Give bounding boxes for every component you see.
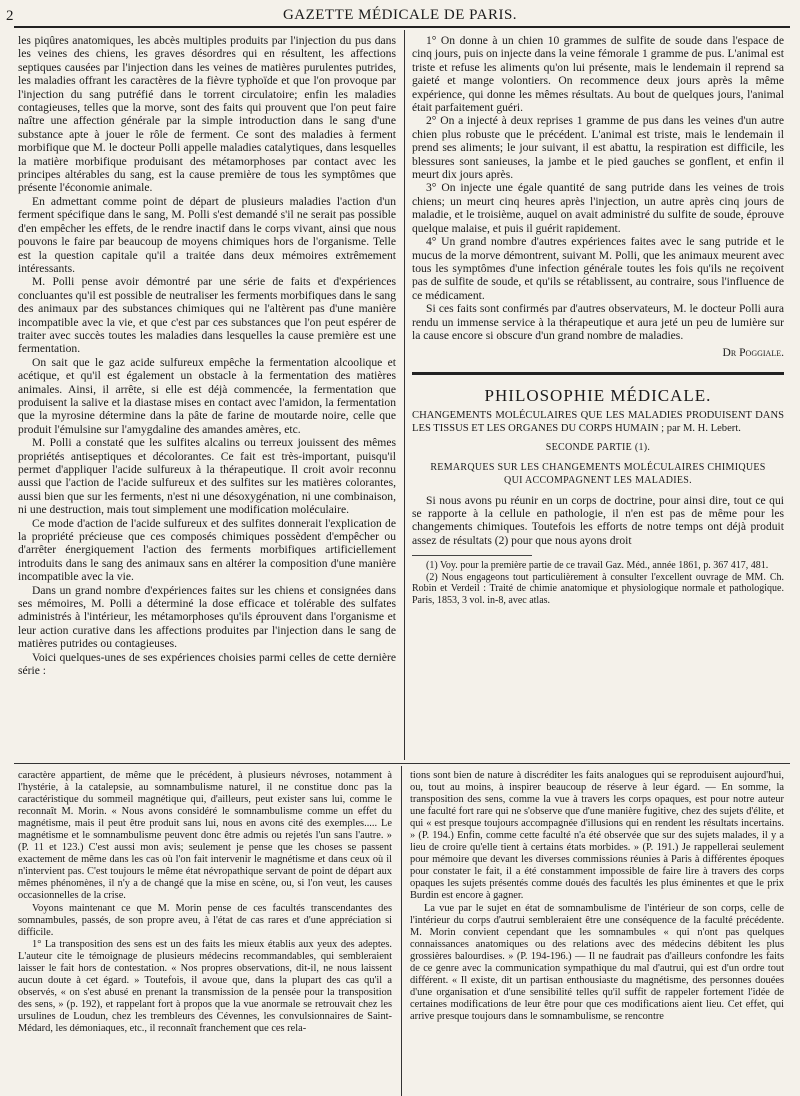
footnote-1: (1) Voy. pour la première partie de ce travail Gaz. Méd., année 1861, p. 367 417, 481. <box>426 560 769 572</box>
left-paragraph-2: En admettant comme point de départ de plusieurs maladies l'action d'un ferment spécifique dans le sang, M. Polli s'est demandé s'il ne serait pas possible d'en empêcher les effets, de le rendre inactif dans le corps vivant, ainsi que nous pouvons le faire par beaucoup de moyens chimiques hors de l'organisme. Telle est la question capitale qu'il a traitée dans deux mémoires extrêmement intéressants. <box>18 194 396 275</box>
column-divider <box>404 30 405 760</box>
experiment-2: 2° On a injecté à deux reprises 1 gramme de pus dans les veines d'un autre chien plus robuste que le précédent. L'animal est triste, mais le lendemain il prend ses aliments; le jour suivant, il est abattu, la respiration est difficile, les blessures sont sanieuses, la jambe et le pied gauches se gonflent, et enfin il meurt dix jours après. <box>412 114 784 182</box>
lower-right-column <box>410 770 784 1094</box>
experiment-4: 4° Un grand nombre d'autres expériences faites avec le sang putride et le mucus de la morve démontrent, suivant M. Polli, que les animaux meurent avec tous les symptômes d'une infection générale toutes les fois qu'ils ne reçoivent pas de sulfite de soude, et qu'ils se rétablissent, au contraire, sous l'influence de ce médicament. <box>412 235 784 302</box>
left-column <box>18 34 396 758</box>
left-paragraph-3: M. Polli pense avoir démontré par une série de faits et d'expériences concluantes qu'il est possible de neutraliser les ferments morbifiques dans le sang des animaux par des substances chimiques qui ne l'altèrent pas d'une manière incompatible avec la vie, et que c'est par ces substances que l'on peut espérer de traiter avec succès toutes les maladies dans lesquelles la cause première est une fermentation. <box>18 275 396 356</box>
conclusion-paragraph: Si ces faits sont confirmés par d'autres observateurs, M. le docteur Polli aura rendu un immense service à la thérapeutique et aura jeté un peu de lumière sur la cause encore si obscure d'un grand nombre de maladies. <box>412 302 784 342</box>
section-title: PHILOSOPHIE MÉDICALE. <box>484 385 712 405</box>
section-rule <box>412 372 784 375</box>
lower-left-paragraph-2: Voyons maintenant ce que M. Morin pense de ces facultés transcendantes des somnambules, passés, de son propre aveu, à l'état de cas rares et d'une appréciation si difficile. <box>18 902 392 938</box>
left-paragraph-6: Ce mode d'action de l'acide sulfureux et des sulfites donnerait l'explication de la propriété précieuse que ces composés chimiques possèdent d'empêcher ou d'arrêter énergiquement l'action des ferments morbifiques artificiellement introduits dans le sang des animaux sans en altérer la composition d'une manière incompatible avec la vie. <box>18 516 396 584</box>
lower-left-paragraph-1: caractère appartient, de même que le précédent, à plusieurs névroses, notamment à l'hystérie, à la catalepsie, au somnambulisme naturel, il ne constitue donc pas la caractéristique du sommeil magnétique qui, d'ailleurs, peut exister sans lui, comme le reconnaît M. Morin. « Nous avons considéré le somnambulisme comme un effet du magnétisme, mais il peut être produit sans lui, nous en avons cité des exemples..... Le magnétisme et le somnambulisme peuvent donc être admis ou rejetés l'un sans l'autre. » (P. 11 et 123.) C'est aussi mon avis; seulement je pense que les choses se passent exactement de même dans les cas où l'on fait intervenir le magnétisme et dans ceux où il n'intervient pas. C'est toujours le même état névropathique servant de point de départ aux mêmes phénomènes, il n'y a de changé que la mise en scène, ou, si l'on veut, les causes occasionnelles de la crise. <box>18 770 392 902</box>
right-column <box>412 34 784 758</box>
left-paragraph-1: les piqûres anatomiques, les abcès multiples produits par l'injection du pus dans les veines des chiens, les graves désordres qui en résultent, les affections septiques causées par l'injection dans les veines de matières purulentes putrides, les maladies offrant les caractères de la fièvre typhoïde et que l'on provoque par l'injection du sang putréfié dans le torrent circulatoire; enfin les maladies contagieuses, telles que la morve, sont des faits qui prouvent que l'on peut faire naître une affection générale par la simple introduction dans le sang d'une substance apte à jouer le rôle de ferment. Ce sont des maladies à ferment morbifique que M. le docteur Polli appelle maladies catalytiques, dans lesquelles la matière morbifique produisant des métamorphoses par contact avec les principes altérables du sang, est la cause première de tous les symptômes que présente l'économie animale. <box>18 34 396 195</box>
page-number: 2 <box>6 8 14 24</box>
author-signature: Dr Poggiale. <box>722 346 784 360</box>
article-title: CHANGEMENTS MOLÉCULAIRES QUE LES MALADIES PRODUISENT DANS LES TISSUS ET LES ORGANES DU CORPS HUMAIN ; par M. H. Lebert. <box>412 410 784 434</box>
lower-left-column <box>18 770 392 1094</box>
experiment-3: 3° On injecte une égale quantité de sang putride dans les veines de trois chiens; un meurt cinq heures après l'injection, un autre après cinq jours de maladie, et le troisième, auquel on avait administré du sulfite de soude, éprouve quelque malaise, et puis il guérit rapidement. <box>412 181 784 235</box>
left-paragraph-4: On sait que le gaz acide sulfureux empêche la fermentation alcoolique et acétique, et qu'il est également un obstacle à la fermentation des matières animales. Ainsi, il arrête, si elle est déjà commencée, la fermentation que produisent la salive et la diastase mises en contact avec l'amidon, la fermentation que la myrosine détermine dans la pâte de farine de moutarde noire, celle que produit l'émulsine sur l'amygdaline des amandes amères, etc. <box>18 355 396 436</box>
left-paragraph-7: Dans un grand nombre d'expériences faites sur les chiens et consignées dans ses mémoires, M. Polli a déterminé la dose efficace et tolérable des sulfates administrés à l'intérieur, les métamorphoses qu'ils éprouvent dans l'organisme et leur action curative dans les affections produites par l'injection dans le sang de matières putrides ou contagieuses. <box>18 583 396 651</box>
header-rule <box>14 26 790 28</box>
footnote-2: (2) Nous engageons tout particulièrement à consulter l'excellent ouvrage de MM. Ch. Robin et Verdeil : Traité de chimie anatomique et physiologique normale et pathologique. Paris, 1853, 3 vol. in-8, avec atlas. <box>412 571 784 606</box>
journal-title: GAZETTE MÉDICALE DE PARIS. <box>282 7 518 23</box>
lower-right-paragraph-2: La vue par le sujet en état de somnambulisme de l'intérieur de son corps, celle de l'intérieur du corps d'autrui sembleraient être une conséquence de la faculté précédente. M. Morin convient cependant que les somnambules « qui n'ont pas quelques connaissances anatomiques ou des relations avec des médecins débitent les plus grossières balourdises. » (P. 194-196.) — Il ne faudrait pas d'ailleurs confondre les faits de ce genre avec la communication sympathique du mal d'autrui, qui est d'un ordre tout différent. « Il existe, dit un partisan enthousiaste du magnétisme, des personnes douées d'une organisation et d'une sensibilité telles qu'il suffit de rappeler fortement l'idée de certaines modifications de leur être pour que ces modifications aient lieu. Cet effet, qui arrive presque toujours dans le somnambulisme, se rencontre <box>410 902 784 1022</box>
left-paragraph-8: Voici quelques-unes de ses expériences choisies parmi celles de cette dernière série : <box>18 650 396 678</box>
experiment-1: 1° On donne à un chien 10 grammes de sulfite de soude dans l'espace de cinq jours, puis on injecte dans la veine fémorale 1 gramme de pus. L'animal est triste et refuse les aliments qu'on lui présente, mais le lendemain il reprend sa gaieté et mange volontiers. On recommence deux jours après la même expérience, qui donne les mêmes résultats. Au bout de quelques jours, l'animal était parfaitement guéri. <box>412 34 784 115</box>
lower-left-paragraph-3: 1° La transposition des sens est un des faits les mieux établis aux yeux des adeptes. L'auteur cite le témoignage de plusieurs médecins recommandables, qui sembleraient laisser le fait hors de contestation. « Nos propres observations, dit-il, ne nous laissent aucun doute à cet égard. » Toutefois, il avoue que, dans la plupart des cas qu'il a observés, « on s'est abusé en prenant la transmission de la pensée pour la transposition des sens, » (p. 192), et rappelant fort à propos que la vue anormale se retrouvait chez les ursulines de Loudun, chez les trembleurs des Cévennes, les convulsionnaires de Saint-Médard, les démoniaques, etc., il reconnaît franchement que ces rela- <box>18 938 392 1034</box>
intro-paragraph: Si nous avons pu réunir en un corps de doctrine, pour ainsi dire, tout ce qui se rapporte à la cellule en pathologie, il n'en est pas de même pour les changements chimiques. Toutefois les efforts de notre temps ont déjà produit assez de résultats (2) pour que nous ayons droit <box>412 493 784 547</box>
feuilleton-rule <box>14 763 790 764</box>
page-header <box>0 4 800 26</box>
footnote-rule <box>412 555 532 556</box>
lower-right-paragraph-1: tions sont bien de nature à discréditer les faits analogues qui se reproduisent aujourd'hui, ou, tout au moins, à inspirer beaucoup de réserve à leur égard. — En somme, la transposition des sens, comme la vue à travers les corps opaques, est pour notre auteur une faculté fort rare qui ne s'observe que d'une manière fugitive, chez des sujets d'élite, et qui « est presque toujours accompagnée d'illusions qui en rendent les résultats incertains. » (P. 194.) Enfin, comme cette faculté n'a été observée que sur des sujets malades, il y a lieu de croire qu'elle tient à certains états morbides. » (P. 191.) Je rappellerai seulement pour mémoire que devant les diverses commissions réunies à Paris à différentes époques pour constater le fait, il a été constamment impossible de faire lire à travers des corps opaques les sujets présentés comme doués des facultés les plus éminentes et que le prix Burdin est encore à gagner. <box>410 770 784 902</box>
part-heading: SECONDE PARTIE (1). <box>545 442 651 454</box>
subtitle-heading: REMARQUES SUR LES CHANGEMENTS MOLÉCULAIRES CHIMIQUES QUI ACCOMPAGNENT LES MALADIES. <box>430 461 766 487</box>
lower-column-divider <box>401 766 402 1096</box>
left-paragraph-5: M. Polli a constaté que les sulfites alcalins ou terreux jouissent des mêmes propriétés antiseptiques et décolorantes. Ce fait est très-important, puisqu'il permet d'appliquer l'acide sulfureux à la thérapeutique. Il croit avoir reconnu aussi que l'action de l'acide sulfureux et des sulfites sur les matières colorantes, aussi bien que sur les ferments, n'est ni une désoxygénation, ni une combinaison, ni une destruction, mais tout simplement une modification moléculaire. <box>18 436 396 517</box>
